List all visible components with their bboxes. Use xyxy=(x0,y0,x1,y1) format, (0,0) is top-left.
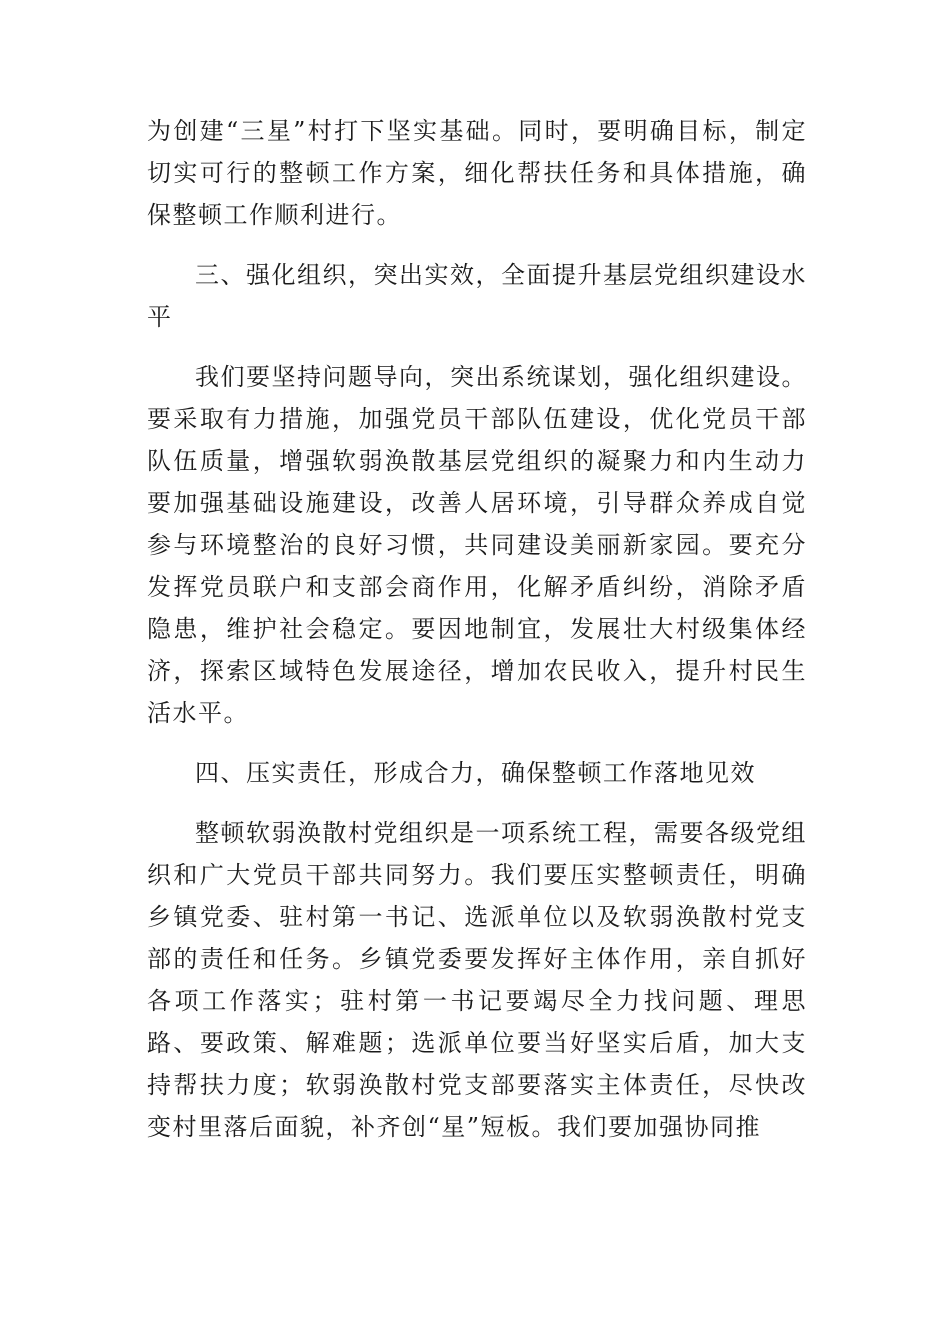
paragraph-continued: 为创建“三星”村打下坚实基础。同时，要明确目标，制定切实可行的整顿工作方案，细化帮扶任务和具体措施，确保整顿工作顺利进行。 xyxy=(147,117,807,229)
paragraph-section-3: 我们要坚持问题导向，突出系统谋划，强化组织建设。要采取有力措施，加强党员干部队伍建设，优化党员干部队伍质量，增强软弱涣散基层党组织的凝聚力和内生动力要加强基础设施建设，改善人居环境，引导群众养成自觉参与环境整治的良好习惯，共同建设美丽新家园。要充分发挥党员联户和支部会商作用，化解矛盾纠纷，消除矛盾隐患，维护社会稳定。要因地制宜，发展壮大村级集体经济，探索区域特色发展途径，增加农民收入，提升村民生活水平。 xyxy=(147,363,807,727)
paragraph-section-4: 整顿软弱涣散村党组织是一项系统工程，需要各级党组织和广大党员干部共同努力。我们要压实整顿责任，明确乡镇党委、驻村第一书记、选派单位以及软弱涣散村党支部的责任和任务。乡镇党委要发挥好主体作用，亲自抓好各项工作落实；驻村第一书记要竭尽全力找问题、理思路、要政策、解难题；选派单位要当好坚实后盾，加大支持帮扶力度；软弱涣散村党支部要落实主体责任，尽快改变村里落后面貌，补齐创“星”短板。我们要加强协同推 xyxy=(147,819,807,1141)
section-heading-3: 三、强化组织，突出实效，全面提升基层党组织建设水平 xyxy=(147,261,807,331)
document-body xyxy=(147,110,807,1148)
section-heading-4: 四、压实责任，形成合力，确保整顿工作落地见效 xyxy=(195,759,756,787)
